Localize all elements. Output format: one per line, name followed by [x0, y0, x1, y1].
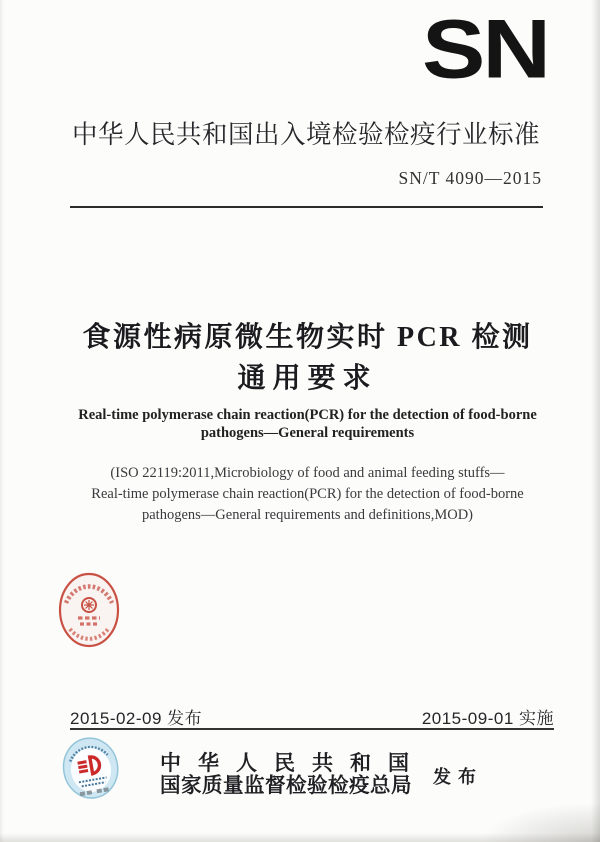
anti-counterfeit-badge-icon	[56, 731, 127, 808]
english-title	[30, 406, 585, 442]
scan-edge-left	[0, 0, 4, 842]
issue-action-label: 发布	[433, 767, 483, 787]
iso-adoption-line1: (ISO 22119:2011,Microbiology of food and animal feeding stuffs—	[110, 465, 505, 481]
footer-divider-rule	[70, 728, 554, 730]
issuing-authority	[160, 751, 440, 798]
english-title-line1: Real-time polymerase chain reaction(PCR) for the detection of food-borne	[78, 407, 537, 423]
issuing-authority-line2: 国家质量监督检验检疫总局	[160, 775, 412, 797]
chinese-title-line2: 通用要求	[237, 363, 378, 394]
iso-adoption-line3: pathogens—General requirements and definitions,MOD)	[142, 507, 473, 523]
standard-category-title: 中华人民共和国出入境检验检疫行业标准	[71, 121, 540, 149]
chinese-title-line1: 食源性病原微生物实时 PCR 检测	[82, 322, 533, 353]
english-title-line2: pathogens—General requirements	[200, 425, 415, 441]
issuing-authority-line1: 中华人民共和国	[160, 751, 426, 775]
standard-number: SN/T 4090—2015	[398, 168, 542, 188]
implementation-date: 2015-09-01 实施	[421, 709, 554, 728]
iso-adoption-line2: Real-time polymerase chain reaction(PCR) for the detection of food-borne	[91, 486, 524, 502]
scan-corner-shadow	[480, 802, 600, 842]
red-round-seal-stamp-icon	[57, 571, 121, 649]
scan-edge-right	[591, 0, 600, 842]
issue-date: 2015-02-09 发布	[70, 709, 203, 728]
iso-adoption-note	[30, 463, 585, 526]
sn-publisher-logo: SN	[422, 2, 548, 96]
chinese-title	[30, 317, 585, 399]
header-divider-rule	[70, 206, 543, 208]
